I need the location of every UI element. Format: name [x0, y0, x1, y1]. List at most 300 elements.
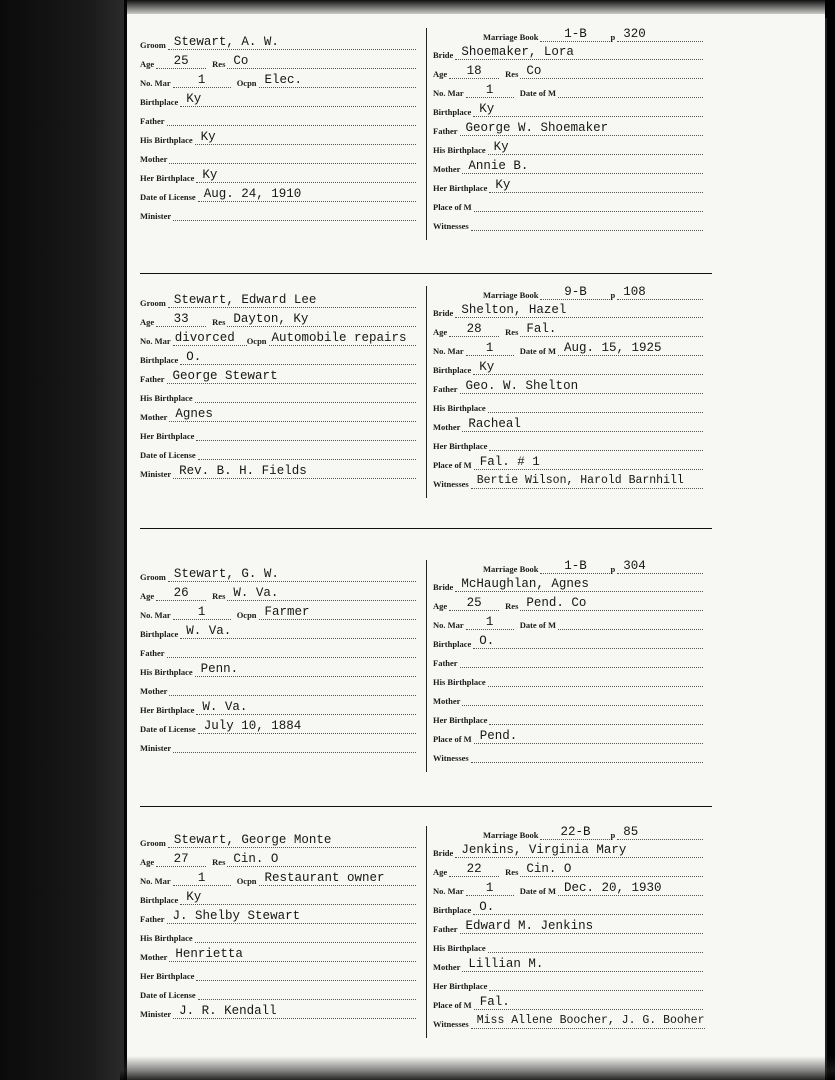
- his-birthplace-row: [140, 659, 416, 677]
- license-date-label: Date of License: [140, 192, 196, 202]
- date-of-m-label: Date of M: [519, 346, 557, 356]
- birthplace-row: [140, 89, 416, 107]
- his-birthplace-row: [433, 669, 703, 687]
- place-of-m-label: Place of M: [433, 734, 472, 744]
- mother-row: [433, 414, 703, 432]
- bride-label: Bride: [433, 582, 454, 592]
- no-mar-label: No. Mar: [433, 620, 464, 630]
- mother-label: Mother: [433, 696, 461, 706]
- place-of-m-row: [433, 452, 703, 470]
- his-birthplace-row: [433, 935, 703, 953]
- groom-father: George Stewart: [167, 369, 416, 384]
- bride-her-birthplace: [489, 724, 703, 725]
- bride-date-of-m: Dec. 20, 1930: [558, 881, 703, 896]
- her-birthplace-row: [433, 973, 703, 991]
- res-label: Res: [505, 327, 519, 337]
- groom-ocpn: Elec.: [259, 73, 416, 88]
- groom-res: W. Va.: [227, 586, 416, 601]
- groom-section: [140, 28, 426, 240]
- mother-row: [140, 146, 416, 164]
- father-label: Father: [433, 126, 458, 136]
- record-separator: [140, 273, 712, 274]
- her-birthplace-row: [433, 707, 703, 725]
- mother-row: [433, 954, 703, 972]
- age-res-row: [140, 51, 416, 69]
- marriage-book-label: Marriage Book: [483, 830, 539, 840]
- age-label: Age: [433, 867, 448, 877]
- marriage-book-number: 1-B: [540, 27, 610, 42]
- groom-age: 27: [156, 852, 206, 867]
- bride-birthplace: Ky: [473, 360, 703, 375]
- witnesses-label: Witnesses: [433, 1019, 469, 1029]
- bride-witnesses: Bertie Wilson, Harold Barnhill: [471, 474, 703, 489]
- minister-row: [140, 203, 416, 221]
- bride-label: Bride: [433, 50, 454, 60]
- minister-label: Minister: [140, 211, 172, 221]
- marriage-book-label: Marriage Book: [483, 32, 539, 42]
- groom-birthplace: W. Va.: [180, 624, 416, 639]
- marriage-book-row: [483, 822, 703, 840]
- bride-father: Geo. W. Shelton: [460, 379, 703, 394]
- her-birthplace-label: Her Birthplace: [140, 705, 195, 715]
- age-label: Age: [140, 857, 155, 867]
- groom-mother: [169, 163, 416, 164]
- bride-row: [433, 840, 703, 858]
- scan-left-border: [0, 0, 126, 1080]
- father-row: [140, 906, 416, 924]
- groom-minister: [173, 752, 416, 753]
- bride-her-birthplace: [489, 990, 703, 991]
- scan-right-edge-line: [825, 18, 827, 1080]
- ocpn-label: Ocpn: [236, 610, 257, 620]
- marriage-book-page: 85: [617, 825, 703, 840]
- her-birthplace-row: [140, 963, 416, 981]
- marriage-record: [140, 28, 712, 240]
- age-res-row: [433, 319, 703, 337]
- bride-place-of-m: Pend.: [474, 729, 703, 744]
- father-row: [433, 650, 703, 668]
- groom-label: Groom: [140, 40, 166, 50]
- father-row: [140, 108, 416, 126]
- groom-name: Stewart, Edward Lee: [168, 293, 416, 308]
- nomar-date-row: [433, 338, 703, 356]
- his-birthplace-label: His Birthplace: [140, 393, 193, 403]
- minister-row: [140, 735, 416, 753]
- bride-no-mar: 1: [466, 83, 514, 98]
- marriage-book-label: Marriage Book: [483, 290, 539, 300]
- father-row: [433, 916, 703, 934]
- groom-name: Stewart, A. W.: [168, 35, 416, 50]
- res-label: Res: [505, 69, 519, 79]
- bride-witnesses: [471, 762, 703, 763]
- bride-res: Co: [520, 64, 703, 79]
- birthplace-row: [433, 631, 703, 649]
- bride-name: Shoemaker, Lora: [455, 45, 703, 60]
- father-row: [140, 640, 416, 658]
- groom-no-mar: 1: [173, 73, 231, 88]
- groom-her-birthplace: W. Va.: [196, 700, 416, 715]
- birthplace-label: Birthplace: [433, 905, 472, 915]
- license-date-row: [140, 716, 416, 734]
- groom-his-birthplace: Penn.: [195, 662, 416, 677]
- mother-label: Mother: [140, 412, 168, 422]
- groom-his-birthplace: Ky: [195, 130, 416, 145]
- witnesses-row: [433, 213, 703, 231]
- his-birthplace-label: His Birthplace: [433, 943, 486, 953]
- license-date-label: Date of License: [140, 450, 196, 460]
- birthplace-label: Birthplace: [433, 639, 472, 649]
- place-of-m-row: [433, 194, 703, 212]
- scan-top-shadow: [120, 0, 835, 14]
- no-mar-label: No. Mar: [433, 88, 464, 98]
- his-birthplace-row: [433, 395, 703, 413]
- age-res-row: [140, 849, 416, 867]
- bride-his-birthplace: [488, 686, 703, 687]
- her-birthplace-row: [140, 423, 416, 441]
- groom-father: [167, 125, 416, 126]
- nomar-ocpn-row: [140, 602, 416, 620]
- bride-birthplace: O.: [473, 634, 703, 649]
- groom-res: Cin. O: [227, 852, 416, 867]
- her-birthplace-row: [433, 433, 703, 451]
- groom-age: 33: [156, 312, 206, 327]
- bride-place-of-m: Fal. # 1: [474, 455, 703, 470]
- groom-res: Co: [227, 54, 416, 69]
- marriage-book-page: 320: [617, 27, 703, 42]
- his-birthplace-label: His Birthplace: [433, 677, 486, 687]
- page-label: p: [610, 290, 616, 300]
- mother-label: Mother: [140, 154, 168, 164]
- marriage-book-label: Marriage Book: [483, 564, 539, 574]
- groom-birthplace: Ky: [180, 890, 416, 905]
- her-birthplace-row: [140, 165, 416, 183]
- groom-minister: Rev. B. H. Fields: [173, 464, 416, 479]
- groom-section: [140, 286, 426, 498]
- bride-name: McHaughlan, Agnes: [455, 577, 703, 592]
- groom-label: Groom: [140, 838, 166, 848]
- his-birthplace-label: His Birthplace: [140, 667, 193, 677]
- place-of-m-row: [433, 726, 703, 744]
- license-date-label: Date of License: [140, 724, 196, 734]
- age-res-row: [433, 593, 703, 611]
- bride-age: 18: [449, 64, 499, 79]
- ocpn-label: Ocpn: [246, 336, 267, 346]
- no-mar-label: No. Mar: [140, 78, 171, 88]
- scan-left-edge-line: [124, 0, 127, 1080]
- marriage-book-number: 9-B: [540, 285, 610, 300]
- birthplace-row: [433, 357, 703, 375]
- her-birthplace-label: Her Birthplace: [433, 441, 488, 451]
- his-birthplace-label: His Birthplace: [433, 403, 486, 413]
- bride-no-mar: 1: [466, 881, 514, 896]
- license-date-label: Date of License: [140, 990, 196, 1000]
- mother-label: Mother: [140, 686, 168, 696]
- father-label: Father: [140, 648, 165, 658]
- groom-name: Stewart, George Monte: [168, 833, 416, 848]
- nomar-ocpn-row: [140, 328, 416, 346]
- bride-her-birthplace: Ky: [489, 178, 703, 193]
- her-birthplace-label: Her Birthplace: [140, 971, 195, 981]
- no-mar-label: No. Mar: [140, 876, 171, 886]
- ocpn-label: Ocpn: [236, 78, 257, 88]
- groom-ocpn: Restaurant owner: [259, 871, 416, 886]
- minister-row: [140, 461, 416, 479]
- groom-row: [140, 32, 416, 50]
- father-row: [433, 118, 703, 136]
- birthplace-row: [433, 99, 703, 117]
- his-birthplace-label: His Birthplace: [140, 135, 193, 145]
- her-birthplace-label: Her Birthplace: [140, 431, 195, 441]
- groom-his-birthplace: [195, 402, 416, 403]
- page-label: p: [610, 564, 616, 574]
- minister-label: Minister: [140, 469, 172, 479]
- bride-mother: Annie B.: [462, 159, 703, 174]
- bride-father: [460, 667, 703, 668]
- nomar-date-row: [433, 878, 703, 896]
- his-birthplace-row: [433, 137, 703, 155]
- groom-father: [167, 657, 416, 658]
- age-label: Age: [433, 327, 448, 337]
- bride-witnesses: Miss Allene Boocher, J. G. Booher: [471, 1014, 705, 1029]
- witnesses-row: [433, 745, 703, 763]
- groom-row: [140, 830, 416, 848]
- bride-birthplace: O.: [473, 900, 703, 915]
- bride-row: [433, 300, 703, 318]
- age-res-row: [433, 61, 703, 79]
- bride-name: Jenkins, Virginia Mary: [455, 843, 703, 858]
- bride-age: 25: [449, 596, 499, 611]
- license-date-row: [140, 442, 416, 460]
- father-row: [433, 376, 703, 394]
- bride-label: Bride: [433, 308, 454, 318]
- bride-res: Pend. Co: [520, 596, 703, 611]
- place-of-m-row: [433, 992, 703, 1010]
- minister-row: [140, 1001, 416, 1019]
- nomar-ocpn-row: [140, 70, 416, 88]
- marriage-record: [140, 560, 712, 772]
- father-label: Father: [140, 116, 165, 126]
- bride-section: [426, 28, 713, 240]
- res-label: Res: [212, 59, 226, 69]
- age-label: Age: [433, 601, 448, 611]
- bride-date-of-m: [558, 629, 703, 630]
- her-birthplace-label: Her Birthplace: [433, 183, 488, 193]
- bride-row: [433, 42, 703, 60]
- groom-section: [140, 560, 426, 772]
- groom-no-mar: 1: [173, 871, 231, 886]
- bride-age: 22: [449, 862, 499, 877]
- birthplace-label: Birthplace: [433, 365, 472, 375]
- bride-no-mar: 1: [466, 341, 514, 356]
- bride-date-of-m: Aug. 15, 1925: [558, 341, 703, 356]
- mother-row: [140, 678, 416, 696]
- license-date-row: [140, 184, 416, 202]
- age-res-row: [140, 583, 416, 601]
- bride-his-birthplace: [488, 952, 703, 953]
- groom-ocpn: Farmer: [259, 605, 416, 620]
- bride-date-of-m: [558, 97, 703, 98]
- nomar-date-row: [433, 80, 703, 98]
- date-of-m-label: Date of M: [519, 886, 557, 896]
- groom-mother: [169, 695, 416, 696]
- no-mar-label: No. Mar: [433, 346, 464, 356]
- bride-witnesses: [471, 230, 703, 231]
- father-row: [140, 366, 416, 384]
- groom-row: [140, 290, 416, 308]
- bride-place-of-m: Fal.: [474, 995, 703, 1010]
- ocpn-label: Ocpn: [236, 876, 257, 886]
- groom-row: [140, 564, 416, 582]
- no-mar-label: No. Mar: [140, 336, 171, 346]
- marriage-book-row: [483, 282, 703, 300]
- her-birthplace-label: Her Birthplace: [433, 715, 488, 725]
- groom-minister: J. R. Kendall: [173, 1004, 416, 1019]
- bride-section: [426, 560, 713, 772]
- nomar-date-row: [433, 612, 703, 630]
- place-of-m-label: Place of M: [433, 202, 472, 212]
- birthplace-label: Birthplace: [140, 355, 179, 365]
- mother-label: Mother: [433, 962, 461, 972]
- her-birthplace-label: Her Birthplace: [140, 173, 195, 183]
- bride-section: [426, 826, 713, 1038]
- groom-her-birthplace: [196, 440, 416, 441]
- birthplace-row: [433, 897, 703, 915]
- place-of-m-label: Place of M: [433, 460, 472, 470]
- res-label: Res: [212, 591, 226, 601]
- groom-label: Groom: [140, 572, 166, 582]
- witnesses-label: Witnesses: [433, 221, 469, 231]
- marriage-record: [140, 826, 712, 1038]
- res-label: Res: [212, 857, 226, 867]
- bride-his-birthplace: [488, 412, 703, 413]
- groom-name: Stewart, G. W.: [168, 567, 416, 582]
- birthplace-label: Birthplace: [433, 107, 472, 117]
- res-label: Res: [212, 317, 226, 327]
- date-of-m-label: Date of M: [519, 88, 557, 98]
- bride-birthplace: Ky: [473, 102, 703, 117]
- nomar-ocpn-row: [140, 868, 416, 886]
- minister-label: Minister: [140, 743, 172, 753]
- groom-her-birthplace: [196, 980, 416, 981]
- her-birthplace-row: [433, 175, 703, 193]
- marriage-book-page: 304: [617, 559, 703, 574]
- witnesses-label: Witnesses: [433, 479, 469, 489]
- date-of-m-label: Date of M: [519, 620, 557, 630]
- bride-father: Edward M. Jenkins: [460, 919, 703, 934]
- groom-license-date: [198, 459, 416, 460]
- her-birthplace-row: [140, 697, 416, 715]
- age-res-row: [433, 859, 703, 877]
- groom-mother: Agnes: [169, 407, 416, 422]
- bride-place-of-m: [474, 211, 703, 212]
- groom-license-date: July 10, 1884: [198, 719, 416, 734]
- bride-section: [426, 286, 713, 498]
- mother-label: Mother: [433, 422, 461, 432]
- his-birthplace-label: His Birthplace: [140, 933, 193, 943]
- his-birthplace-label: His Birthplace: [433, 145, 486, 155]
- bride-label: Bride: [433, 848, 454, 858]
- bride-mother: [462, 705, 703, 706]
- marriage-record: [140, 286, 712, 498]
- age-label: Age: [140, 59, 155, 69]
- marriage-book-number: 22-B: [540, 825, 610, 840]
- mother-row: [140, 404, 416, 422]
- no-mar-label: No. Mar: [140, 610, 171, 620]
- father-label: Father: [433, 924, 458, 934]
- res-label: Res: [505, 601, 519, 611]
- mother-row: [140, 944, 416, 962]
- age-label: Age: [140, 591, 155, 601]
- groom-age: 25: [156, 54, 206, 69]
- birthplace-label: Birthplace: [140, 895, 179, 905]
- age-label: Age: [433, 69, 448, 79]
- marriage-book-number: 1-B: [540, 559, 610, 574]
- birthplace-row: [140, 887, 416, 905]
- license-date-row: [140, 982, 416, 1000]
- her-birthplace-label: Her Birthplace: [433, 981, 488, 991]
- scan-bottom-shadow: [120, 1056, 835, 1080]
- record-separator: [140, 528, 712, 529]
- his-birthplace-row: [140, 385, 416, 403]
- page-label: p: [610, 32, 616, 42]
- groom-label: Groom: [140, 298, 166, 308]
- mother-label: Mother: [140, 952, 168, 962]
- res-label: Res: [505, 867, 519, 877]
- age-res-row: [140, 309, 416, 327]
- birthplace-row: [140, 347, 416, 365]
- father-label: Father: [433, 658, 458, 668]
- witnesses-label: Witnesses: [433, 753, 469, 763]
- bride-father: George W. Shoemaker: [460, 121, 703, 136]
- witnesses-row: [433, 1011, 703, 1029]
- his-birthplace-row: [140, 925, 416, 943]
- bride-age: 28: [449, 322, 499, 337]
- groom-res: Dayton, Ky: [227, 312, 416, 327]
- bride-her-birthplace: [489, 450, 703, 451]
- bride-his-birthplace: Ky: [488, 140, 703, 155]
- groom-no-mar: 1: [173, 605, 231, 620]
- his-birthplace-row: [140, 127, 416, 145]
- bride-mother: Racheal: [462, 417, 703, 432]
- age-label: Age: [140, 317, 155, 327]
- bride-mother: Lillian M.: [462, 957, 703, 972]
- bride-res: Cin. O: [520, 862, 703, 877]
- father-label: Father: [433, 384, 458, 394]
- bride-no-mar: 1: [466, 615, 514, 630]
- birthplace-label: Birthplace: [140, 629, 179, 639]
- bride-res: Fal.: [520, 322, 703, 337]
- minister-label: Minister: [140, 1009, 172, 1019]
- groom-ocpn: Automobile repairs: [269, 331, 416, 346]
- groom-license-date: Aug. 24, 1910: [198, 187, 416, 202]
- groom-section: [140, 826, 426, 1038]
- page-label: p: [610, 830, 616, 840]
- groom-his-birthplace: [195, 942, 416, 943]
- bride-name: Shelton, Hazel: [455, 303, 703, 318]
- mother-row: [433, 688, 703, 706]
- groom-birthplace: O.: [180, 350, 416, 365]
- marriage-book-row: [483, 24, 703, 42]
- place-of-m-label: Place of M: [433, 1000, 472, 1010]
- witnesses-row: [433, 471, 703, 489]
- marriage-book-row: [483, 556, 703, 574]
- groom-no-mar: divorced: [173, 331, 247, 346]
- mother-row: [433, 156, 703, 174]
- father-label: Father: [140, 374, 165, 384]
- birthplace-label: Birthplace: [140, 97, 179, 107]
- groom-minister: [173, 220, 416, 221]
- groom-her-birthplace: Ky: [196, 168, 416, 183]
